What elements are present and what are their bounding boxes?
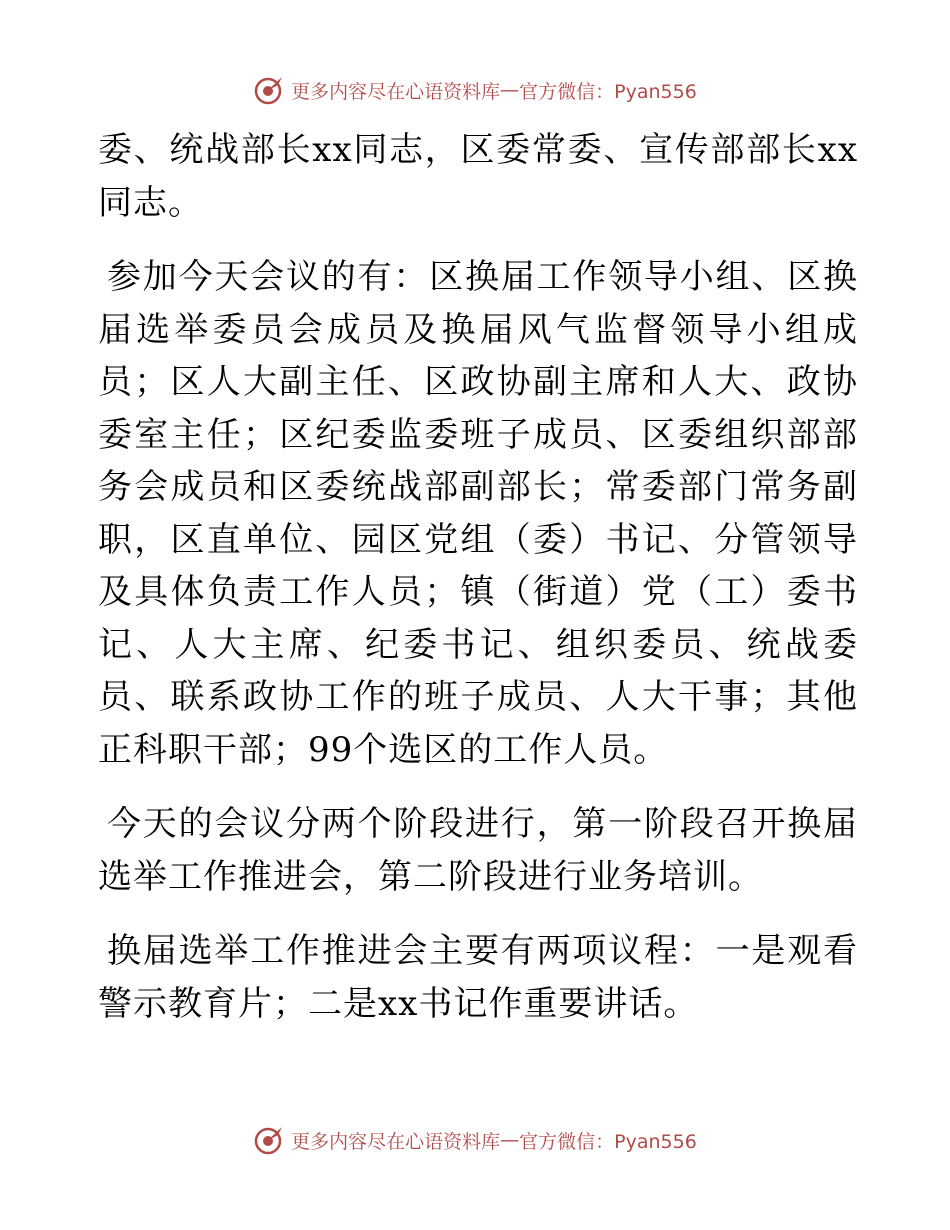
paragraph-3: 今天的会议分两个阶段进行，第一阶段召开换届选举工作推进会，第二阶段进行业务培训。 [98, 804, 858, 897]
header-watermark [0, 70, 950, 110]
quill-logo-icon [253, 74, 285, 106]
document-body [98, 124, 858, 1030]
paragraph-1: 委、统战部长xx同志，区委常委、宣传部部长xx同志。 [98, 130, 858, 223]
watermark-official: 官方微信：Pyan556 [519, 1130, 697, 1153]
paragraph-4: 换届选举工作推进会主要有两项议程：一是观看警示教育片；二是xx书记作重要讲话。 [98, 931, 858, 1024]
watermark-official: 官方微信：Pyan556 [519, 80, 697, 103]
quill-logo-icon [253, 1124, 285, 1156]
watermark-separator: — [500, 1129, 520, 1151]
watermark-text: 更多内容尽在心语资料库 [291, 1130, 501, 1153]
paragraph-2: 参加今天会议的有：区换届工作领导小组、区换届选举委员会成员及换届风气监督领导小组成员；区人大副主任、区政协副主席和人大、政协委室主任；区纪委监委班子成员、区委组织部部务会成员和区委统战部副部长；常委部门常务副职，区直单位、园区党组（委）书记、分管领导及具体负责工作人员；镇（街道）党（工）委书记、人大主席、纪委书记、组织委员、统战委员、联系政协工作的班子成员、人大干事；其他正科职干部；99个选区的工作人员。 [98, 257, 858, 770]
watermark-text: 更多内容尽在心语资料库 [291, 80, 501, 103]
watermark-separator: — [500, 79, 520, 101]
footer-watermark [0, 1120, 950, 1160]
